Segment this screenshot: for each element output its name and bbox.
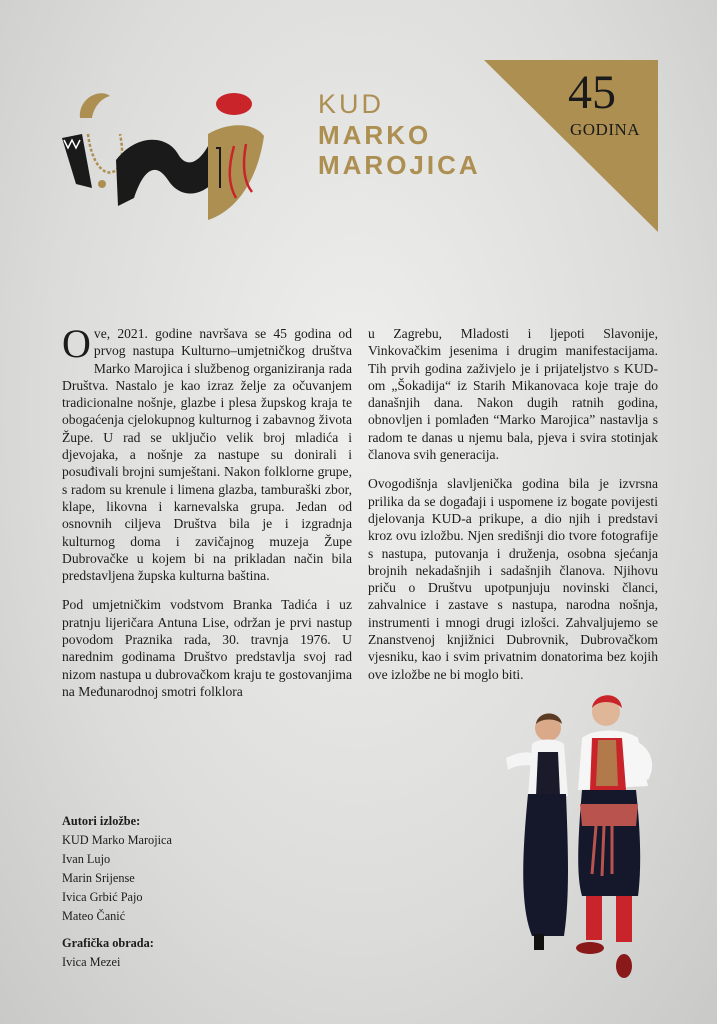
folk-costume-logo-icon [58, 88, 268, 228]
author-name: Ivica Grbić Pajo [62, 890, 143, 904]
design-heading: Grafička obrada: [62, 936, 154, 950]
org-name-line1: MARKO [318, 120, 432, 150]
article-paragraph: Ovogodišnja slavljenička godina bila je izvrsna prilika da se događaji i uspomene iz bogate povijesti djelovanja KUD-a prikupe, a dio njih i predstavi kroz ovu izložbu. Njen središnji dio tvore fotografije s nastupa, putovanja i druženja, osobna sjećanja brojnih nekadašnjih i sadašnjih članova. Njihovu priču o Društvu upotpunjuju novinski članci, zahvalnice i zastave s nastupa, narodna nošnja, instrumenti i mnogi drugi izlošci. Zahvaljujemo se Znanstvenoj knjižnici Dubrovnik, Dubrovačkom vjesniku, kao i svim privatnim donatorima bez kojih ove izložbe ne bi moglo biti. [368, 476, 658, 682]
article-paragraph: Ove, 2021. godine navršava se 45 godina od prvog nastupa Kulturno–umjetničkog društva Marko Marojica i službenog organiziranja rada Društva. Nastalo je kao izraz želje za očuvanjem tradicionalne nošnje, glazbe i plesa župskog kraja te obogaćenja cjelokupnog kulturnog i zabavnog života Župe. U rad se uključio velik broj mladića i djevojaka, a nošnje za nastupe su donirali i posuđivali brojni sumještani. Nakon folklorne grupe, s radom su krenule i limena glazba, tamburaški zbor, klape, likovna i karnevalska grupa. Jedan od osnovnih ciljeva Društva bila je i izgradnja kulturnog doma i zavičajnog muzeja Župe Dubrovačke u kojem bi na prikladan način bila predstavljena župska kulturna baština. [62, 321, 352, 584]
author-name: KUD Marko Marojica [62, 833, 172, 847]
anniversary-number: 45 [568, 66, 616, 119]
article-paragraph: u Zagrebu, Mladosti i ljepoti Slavonije, Vinkovačkim jesenima i drugim manifestacijama. Tih prvih godina zaživjelo je i prijateljstvo s KUD-om „Šokadija“ iz Starih Mikanovaca koje traje do današnjih dana. Nakon dugih ratnih godina, obnovljen i pomlađen “Marko Marojica” nastavlja s radom te danas u njemu bala, pjeva i svira stotinjak članova svih generacija. [368, 326, 658, 463]
designer-name: Ivica Mezei [62, 955, 121, 969]
folk-dancers-photo-icon [498, 686, 663, 986]
org-short-name: KUD [318, 89, 385, 119]
drop-cap: O [62, 321, 91, 366]
anniversary-label: GODINA [570, 120, 641, 139]
article-column-right [368, 325, 658, 695]
author-name: Ivan Lujo [62, 852, 111, 866]
authors-heading: Autori izložbe: [62, 814, 141, 828]
anniversary-badge [484, 60, 658, 232]
exhibition-credits [62, 812, 172, 972]
organization-title [318, 88, 481, 180]
article-column-left [62, 321, 352, 712]
article-paragraph: Pod umjetničkim vodstvom Branka Tadića i uz pratnju lijeričara Antuna Lise, održan je prvi nastup povodom Praznika rada, 30. travnja 1976. U narednim godinama Društvo predstavlja svoj rad nizom nastupa u dubrovačkom kraju te gostovanjima na Međunarodnoj smotri folklora [62, 597, 352, 699]
org-name-line2: MAROJICA [318, 150, 481, 180]
author-name: Marin Srijense [62, 871, 135, 885]
author-name: Mateo Čanić [62, 909, 126, 923]
